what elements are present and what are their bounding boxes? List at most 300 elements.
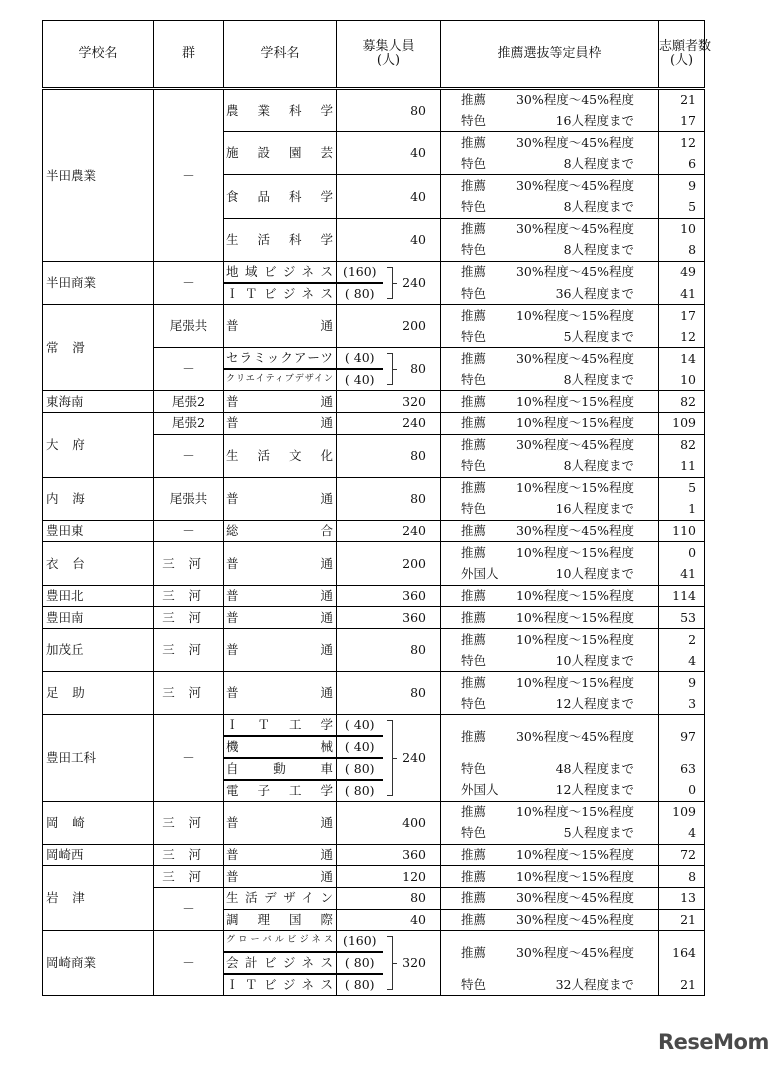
quota-limit: 32人程度まで <box>555 976 635 992</box>
school-name: 豊田東 <box>46 523 84 539</box>
capacity-cell <box>337 672 441 715</box>
quota-limit: 30%程度～45%程度 <box>515 178 635 194</box>
dept-capacity: ( 80) <box>337 974 383 996</box>
quota-limit: 36人程度まで <box>555 285 635 301</box>
school-name: 常滑 <box>46 339 99 355</box>
dept-cell <box>224 304 337 347</box>
dept-name: 機械 <box>226 739 333 755</box>
dept-capacity: ( 80) <box>337 758 383 780</box>
quota-limit: 12人程度まで <box>555 782 635 798</box>
quota-entry <box>441 805 658 819</box>
gun-label: 三河 <box>162 609 215 625</box>
gun-label: 尾張2 <box>172 415 205 431</box>
gun-cell <box>154 672 224 715</box>
gun-cell <box>154 412 224 434</box>
gun-cell <box>154 434 224 477</box>
quota-type: 推薦 <box>461 264 487 280</box>
quota-cell <box>441 844 659 866</box>
quota-cell <box>441 240 659 262</box>
school-name-cell <box>43 866 154 931</box>
capacity-value: 80 <box>410 447 427 463</box>
quota-type: 推薦 <box>461 307 487 323</box>
quota-type: 特色 <box>461 652 487 668</box>
applicants-cell: 21 <box>659 974 705 996</box>
quota-entry <box>441 416 658 430</box>
gun-cell <box>154 261 224 304</box>
gun-label: 三河 <box>162 814 215 830</box>
applicants-cell: 11 <box>659 456 705 478</box>
quota-limit: 8人程度まで <box>563 155 635 171</box>
applicants-cell: 21 <box>659 89 705 111</box>
gun-cell <box>154 391 224 413</box>
quota-limit: 16人程度まで <box>555 501 635 517</box>
quota-limit: 12人程度まで <box>555 695 635 711</box>
quota-cell <box>441 693 659 715</box>
capacity-value: 120 <box>402 868 427 884</box>
quota-limit: 10%程度～15%程度 <box>515 804 635 820</box>
applicants-table <box>42 20 712 996</box>
dept-name: 普通 <box>226 588 333 604</box>
quota-entry <box>441 783 658 797</box>
dept-name: クリエイティブデザイン <box>226 374 333 385</box>
table-row <box>43 628 705 650</box>
school-name-cell <box>43 477 154 520</box>
table-row <box>43 477 705 499</box>
quota-limit: 10%程度～15%程度 <box>515 480 635 496</box>
school-name: 大府 <box>46 436 99 452</box>
capacity-value: 40 <box>410 231 427 247</box>
dept-name: 自動車 <box>226 760 333 776</box>
quota-type: 推薦 <box>461 609 487 625</box>
dept-cell <box>224 218 337 261</box>
applicants-cell: 21 <box>659 909 705 931</box>
school-name: 足助 <box>46 685 99 701</box>
quota-type: 推薦 <box>461 911 487 927</box>
dept-cell <box>224 952 337 974</box>
gun-cell <box>154 542 224 585</box>
gun-label: 三河 <box>162 847 215 863</box>
quota-cell <box>441 564 659 586</box>
quota-cell <box>441 218 659 240</box>
quota-limit: 10%程度～15%程度 <box>515 674 635 690</box>
school-name-cell <box>43 801 154 844</box>
quota-limit: 10%程度～15%程度 <box>515 631 635 647</box>
table-body <box>43 89 705 996</box>
school-name: 豊田南 <box>46 609 84 625</box>
quota-cell <box>441 931 659 974</box>
quota-entry <box>441 136 658 150</box>
gun-label: 尾張共 <box>169 318 208 334</box>
school-name-cell <box>43 304 154 390</box>
quota-type: 推薦 <box>461 944 487 960</box>
dept-capacity: (160) <box>337 931 383 953</box>
applicants-cell: 17 <box>659 304 705 326</box>
bracket-icon <box>387 720 393 795</box>
school-name-cell <box>43 715 154 801</box>
quota-entry <box>441 633 658 647</box>
quota-limit: 30%程度～45%程度 <box>515 944 635 960</box>
header-school: 学校名 <box>43 21 154 89</box>
school-name-cell <box>43 520 154 542</box>
quota-entry <box>441 459 658 473</box>
quota-limit: 10%程度～15%程度 <box>515 609 635 625</box>
dept-capacity: ( 40) <box>337 715 383 737</box>
quota-type: 推薦 <box>461 804 487 820</box>
gun-label: 三河 <box>162 642 215 658</box>
quota-entry <box>441 438 658 452</box>
quota-entry <box>441 114 658 128</box>
capacity-value: 240 <box>402 274 427 290</box>
dept-cell <box>224 369 337 391</box>
applicants-cell: 5 <box>659 477 705 499</box>
capacity-cell <box>337 628 441 671</box>
capacity-value: 80 <box>410 685 427 701</box>
dept-name: 普通 <box>226 609 333 625</box>
capacity-total <box>383 715 441 801</box>
gun-label: 尾張共 <box>169 490 208 506</box>
dept-cell <box>224 736 337 758</box>
dept-cell <box>224 931 337 953</box>
gun-label: 尾張2 <box>172 393 205 409</box>
quota-cell <box>441 456 659 478</box>
capacity-cell <box>337 844 441 866</box>
gun-cell <box>154 866 224 888</box>
quota-type: 推薦 <box>461 221 487 237</box>
gun-label: － <box>182 523 195 539</box>
dept-name: 普通 <box>226 555 333 571</box>
school-name-cell <box>43 412 154 477</box>
quota-type: 推薦 <box>461 350 487 366</box>
dept-name: 普通 <box>226 847 333 863</box>
applicants-cell: 13 <box>659 887 705 909</box>
quota-entry <box>441 567 658 581</box>
quota-entry <box>441 891 658 905</box>
capacity-cell <box>337 866 441 888</box>
quota-limit: 10人程度まで <box>555 652 635 668</box>
header-dept: 学科名 <box>224 21 337 89</box>
capacity-value: 200 <box>402 318 427 334</box>
quota-cell <box>441 283 659 305</box>
header-applicants-label: 志願者数 <box>659 38 712 54</box>
applicants-cell: 0 <box>659 780 705 802</box>
capacity-cell <box>337 175 441 218</box>
dept-cell <box>224 758 337 780</box>
quota-entry <box>441 330 658 344</box>
quota-limit: 48人程度まで <box>555 760 635 776</box>
applicants-cell: 41 <box>659 283 705 305</box>
quota-cell <box>441 132 659 154</box>
quota-type: 特色 <box>461 155 487 171</box>
quota-entry <box>441 243 658 257</box>
applicants-cell: 17 <box>659 110 705 132</box>
applicants-cell: 10 <box>659 369 705 391</box>
dept-name: 普通 <box>226 318 333 334</box>
school-name-cell <box>43 931 154 996</box>
header-capacity-label: 募集人員 <box>362 38 415 54</box>
dept-name: 生活文化 <box>226 447 333 463</box>
capacity-value: 80 <box>410 642 427 658</box>
applicants-cell: 41 <box>659 564 705 586</box>
school-name: 加茂丘 <box>46 642 84 658</box>
gun-label: 三河 <box>162 685 215 701</box>
dept-cell <box>224 628 337 671</box>
quota-cell <box>441 887 659 909</box>
capacity-value: 320 <box>402 955 427 971</box>
capacity-cell <box>337 477 441 520</box>
applicants-cell: 82 <box>659 391 705 413</box>
quota-entry <box>441 222 658 236</box>
dept-cell <box>224 607 337 629</box>
table-row <box>43 89 705 111</box>
dept-name: 調理国際 <box>226 911 333 927</box>
quota-cell <box>441 89 659 111</box>
school-name-cell <box>43 607 154 629</box>
quota-entry <box>441 179 658 193</box>
gun-label: － <box>182 750 195 766</box>
gun-label: － <box>182 167 195 183</box>
capacity-value: 40 <box>410 145 427 161</box>
quota-type: 特色 <box>461 242 487 258</box>
school-name: 岡崎商業 <box>46 955 97 971</box>
quota-entry <box>441 200 658 214</box>
quota-limit: 30%程度～45%程度 <box>515 350 635 366</box>
quota-type: 推薦 <box>461 415 487 431</box>
applicants-cell: 49 <box>659 261 705 283</box>
quota-limit: 10%程度～15%程度 <box>515 847 635 863</box>
applicants-cell: 164 <box>659 931 705 974</box>
dept-cell <box>224 866 337 888</box>
applicants-cell: 109 <box>659 801 705 823</box>
capacity-cell <box>337 89 441 132</box>
header-quota: 推薦選抜等定員枠 <box>441 21 659 89</box>
applicants-cell: 110 <box>659 520 705 542</box>
dept-name: 生活デザイン <box>226 890 333 906</box>
school-name-cell <box>43 672 154 715</box>
quota-cell <box>441 196 659 218</box>
gun-cell <box>154 477 224 520</box>
quota-limit: 10%程度～15%程度 <box>515 545 635 561</box>
quota-limit: 10%程度～15%程度 <box>515 307 635 323</box>
quota-limit: 10人程度まで <box>555 566 635 582</box>
dept-cell <box>224 391 337 413</box>
bracket-icon <box>387 936 393 990</box>
capacity-value: 360 <box>402 588 427 604</box>
school-name: 岡崎西 <box>46 847 84 863</box>
dept-name: 普通 <box>226 393 333 409</box>
table-row <box>43 520 705 542</box>
school-name: 半田農業 <box>46 167 97 183</box>
dept-name: 食品科学 <box>226 188 333 204</box>
dept-name: 普通 <box>226 415 333 431</box>
quota-limit: 30%程度～45%程度 <box>515 134 635 150</box>
quota-entry <box>441 157 658 171</box>
dept-capacity: ( 40) <box>337 348 383 370</box>
table-row <box>43 607 705 629</box>
quota-limit: 30%程度～45%程度 <box>515 264 635 280</box>
quota-type: 推薦 <box>461 480 487 496</box>
quota-cell <box>441 974 659 996</box>
capacity-cell <box>337 607 441 629</box>
capacity-cell <box>337 434 441 477</box>
dept-cell <box>224 434 337 477</box>
applicants-cell: 5 <box>659 196 705 218</box>
dept-cell <box>224 542 337 585</box>
dept-name: 普通 <box>226 642 333 658</box>
quota-type: 推薦 <box>461 728 487 744</box>
quota-type: 特色 <box>461 199 487 215</box>
gun-label: － <box>182 955 195 971</box>
quota-type: 推薦 <box>461 523 487 539</box>
table-row <box>43 866 705 888</box>
applicants-cell: 8 <box>659 866 705 888</box>
quota-type: 推薦 <box>461 92 487 108</box>
quota-entry <box>441 946 658 960</box>
dept-name: ＩＴビジネス <box>226 977 333 993</box>
capacity-value: 240 <box>402 415 427 431</box>
quota-entry <box>441 502 658 516</box>
quota-type: 推薦 <box>461 847 487 863</box>
dept-name: グローバルビジネス <box>226 935 333 946</box>
dept-name: 普通 <box>226 814 333 830</box>
quota-cell <box>441 110 659 132</box>
gun-cell <box>154 931 224 996</box>
quota-limit: 10%程度～15%程度 <box>515 393 635 409</box>
quota-entry <box>441 762 658 776</box>
dept-name: 普通 <box>226 685 333 701</box>
quota-type: 推薦 <box>461 588 487 604</box>
quota-cell <box>441 477 659 499</box>
table-row <box>43 672 705 694</box>
table-row <box>43 844 705 866</box>
quota-cell <box>441 499 659 521</box>
dept-capacity: ( 40) <box>337 369 383 391</box>
school-name-cell <box>43 585 154 607</box>
quota-limit: 5人程度まで <box>563 825 635 841</box>
quota-cell <box>441 542 659 564</box>
capacity-value: 40 <box>410 911 427 927</box>
dept-cell <box>224 89 337 132</box>
quota-cell <box>441 607 659 629</box>
school-name-cell <box>43 628 154 671</box>
quota-cell <box>441 391 659 413</box>
quota-cell <box>441 348 659 370</box>
quota-type: 推薦 <box>461 545 487 561</box>
dept-cell <box>224 974 337 996</box>
quota-entry <box>441 481 658 495</box>
applicants-cell: 12 <box>659 132 705 154</box>
quota-cell <box>441 628 659 650</box>
quota-cell <box>441 650 659 672</box>
quota-cell <box>441 672 659 694</box>
quota-limit: 10%程度～15%程度 <box>515 868 635 884</box>
quota-entry <box>441 352 658 366</box>
quota-type: 特色 <box>461 695 487 711</box>
quota-limit: 30%程度～45%程度 <box>515 437 635 453</box>
applicants-cell: 8 <box>659 240 705 262</box>
gun-label: 三河 <box>162 588 215 604</box>
school-name-cell <box>43 261 154 304</box>
capacity-value: 80 <box>410 361 427 377</box>
dept-cell <box>224 477 337 520</box>
gun-cell <box>154 304 224 347</box>
quota-type: 推薦 <box>461 868 487 884</box>
quota-entry <box>441 978 658 992</box>
dept-name: セラミックアーツ <box>226 350 333 366</box>
capacity-cell <box>337 585 441 607</box>
applicants-cell: 114 <box>659 585 705 607</box>
capacity-cell <box>337 887 441 909</box>
quota-type: 推薦 <box>461 393 487 409</box>
capacity-cell <box>337 412 441 434</box>
quota-cell <box>441 369 659 391</box>
quota-entry <box>441 848 658 862</box>
applicants-cell: 9 <box>659 175 705 197</box>
gun-label: － <box>182 901 195 917</box>
quota-type: 特色 <box>461 112 487 128</box>
quota-limit: 8人程度まで <box>563 199 635 215</box>
quota-cell <box>441 780 659 802</box>
capacity-value: 80 <box>410 890 427 906</box>
quota-type: 特色 <box>461 285 487 301</box>
applicants-cell: 0 <box>659 542 705 564</box>
capacity-value: 360 <box>402 609 427 625</box>
quota-limit: 8人程度まで <box>563 371 635 387</box>
applicants-cell: 1 <box>659 499 705 521</box>
gun-label: － <box>182 274 195 290</box>
applicants-cell: 6 <box>659 153 705 175</box>
quota-type: 外国人 <box>461 782 499 798</box>
dept-cell <box>224 844 337 866</box>
quota-limit: 30%程度～45%程度 <box>515 911 635 927</box>
school-name: 半田商業 <box>46 274 97 290</box>
table-row <box>43 542 705 564</box>
quota-type: 推薦 <box>461 437 487 453</box>
applicants-cell: 4 <box>659 650 705 672</box>
capacity-cell <box>337 909 441 931</box>
quota-type: 推薦 <box>461 134 487 150</box>
quota-type: 特色 <box>461 328 487 344</box>
school-name-cell <box>43 844 154 866</box>
applicants-cell: 109 <box>659 412 705 434</box>
table-row <box>43 585 705 607</box>
capacity-value: 240 <box>402 750 427 766</box>
quota-entry <box>441 654 658 668</box>
capacity-cell <box>337 132 441 175</box>
dept-name: 普通 <box>226 490 333 506</box>
capacity-value: 320 <box>402 393 427 409</box>
applicants-cell: 10 <box>659 218 705 240</box>
quota-cell <box>441 304 659 326</box>
header-capacity <box>337 21 441 89</box>
gun-cell <box>154 715 224 801</box>
quota-entry <box>441 870 658 884</box>
dept-cell <box>224 909 337 931</box>
applicants-cell: 53 <box>659 607 705 629</box>
quota-entry <box>441 93 658 107</box>
dept-name: 会計ビジネス <box>226 955 333 971</box>
header-applicants <box>659 21 712 89</box>
quota-type: 特色 <box>461 501 487 517</box>
dept-name: ＩＴビジネス <box>226 286 333 302</box>
quota-limit: 16人程度まで <box>555 112 635 128</box>
dept-cell <box>224 412 337 434</box>
quota-limit: 30%程度～45%程度 <box>515 221 635 237</box>
table-row <box>43 801 705 823</box>
dept-cell <box>224 175 337 218</box>
capacity-cell <box>337 218 441 261</box>
dept-cell <box>224 283 337 305</box>
dept-cell <box>224 261 337 283</box>
